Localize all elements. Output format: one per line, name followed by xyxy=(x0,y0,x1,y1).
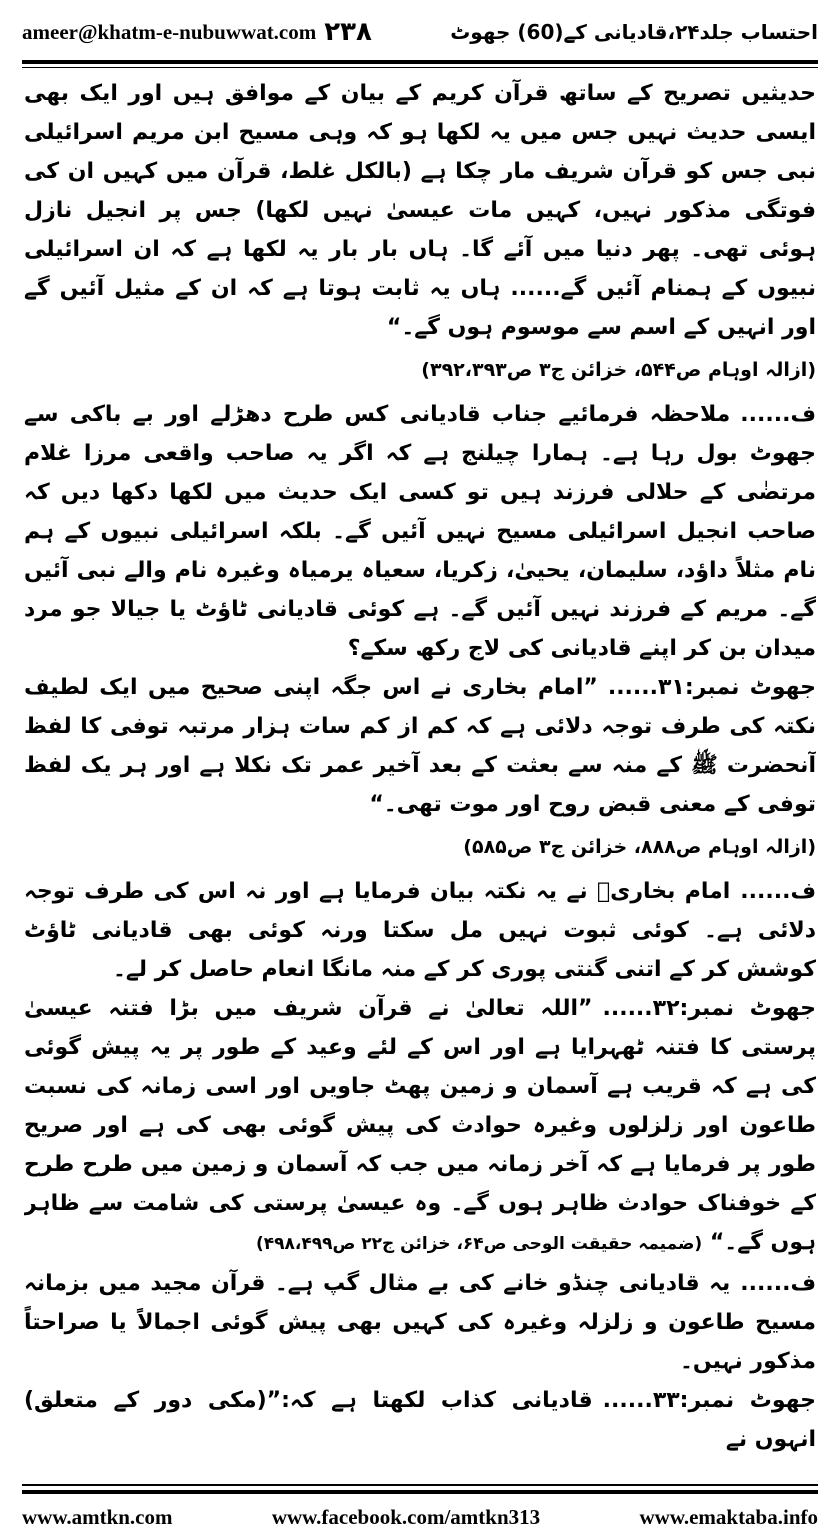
commentary-text: یہ قادیانی چنڈو خانے کی بے مثال گپ ہے۔ قرآن مجید میں بزمانہ مسیح طاعون و زلزلہ وغیرہ کی کہیں بھی پیش گوئی اجمالاً یا صراحتاً مذکور نہیں۔ xyxy=(24,1271,816,1374)
footer-link-emaktaba[interactable]: www.emaktaba.info xyxy=(639,1504,818,1529)
paragraph-commentary-3 xyxy=(24,1264,816,1381)
body-text xyxy=(24,74,816,1469)
reference-3: (ضمیمہ حقیقت الوحی ص۶۴، خزائن ج۲۲ ص۴۹۸،۴۹۹) xyxy=(255,1234,703,1254)
header-email: ameer@khatm-e-nubuwwat.com xyxy=(22,19,317,44)
running-title: احتساب جلد۲۴،قادیانی کے(60) جھوٹ xyxy=(450,20,818,44)
commentary-label: ف...... xyxy=(740,879,816,904)
lie-number-label: جھوٹ نمبر:۳۲...... xyxy=(602,996,816,1021)
lie-quote-text: ”اللہ تعالیٰ نے قرآن شریف میں بڑا فتنہ عیسیٰ پرستی کا فتنہ ٹھہرایا ہے اور اس کے لئے وعید کے طور پر یہ پیش گوئی کی ہے کہ قریب ہے آسمان و زمین پھٹ جاویں اور اسی زمانہ کی نسبت طاعون اور زلزلوں وغیرہ حوادث کی پیش گوئی بھی کی ہے اور صریح طور پر فرمایا ہے کہ آخر زمانہ میں جب کہ آسمان و زمین میں طرح طرح کے خوفناک حوادث ظاہر ہوں گے۔ وہ عیسیٰ پرستی کی شامت سے ظاہر ہوں گے۔“ xyxy=(24,996,816,1255)
footer-link-facebook[interactable]: www.facebook.com/amtkn313 xyxy=(271,1504,541,1529)
lie-number-label: جھوٹ نمبر:۳۳...... xyxy=(602,1388,816,1413)
lie-number-label: جھوٹ نمبر:۳۱...... xyxy=(607,675,816,700)
lie-quote-text: ”امام بخاری نے اس جگہ اپنی صحیح میں ایک لطیف نکتہ کی طرف توجہ دلائی ہے کہ کم از کم سات ہزار مرتبہ توفی کا لفظ آنحضرت ﷺ کے منہ سے بعثت کے بعد آخیر عمر تک نکلا ہے اور ہر یک لفظ توفی کے معنی قبض روح اور موت تھی۔“ xyxy=(24,675,816,817)
header-rule-thin xyxy=(22,67,818,68)
paragraph-lie-33 xyxy=(24,1381,816,1459)
page-footer xyxy=(22,1500,818,1534)
page-header xyxy=(22,10,818,54)
commentary-label: ف...... xyxy=(740,402,816,427)
paragraph-lie-32 xyxy=(24,989,816,1264)
commentary-text: امام بخاریؒ نے یہ نکتہ بیان فرمایا ہے اور نہ اس کی طرف توجہ دلائی ہے۔ کوئی ثبوت نہیں مل سکتا ورنہ کوئی بھی قادیانی ٹاؤٹ کوشش کر کے اتنی گنتی پوری کر کے منہ مانگا انعام حاصل کر لے۔ xyxy=(24,879,816,982)
paragraph-commentary-1 xyxy=(24,395,816,668)
footer-rule xyxy=(22,1484,818,1486)
paragraph-lie-31 xyxy=(24,668,816,824)
reference-2: (ازالہ اوہام ص۸۸۸، خزائن ج۳ ص۵۸۵) xyxy=(463,836,816,858)
commentary-label: ف...... xyxy=(740,1271,816,1296)
page-number: ۲۳۸ xyxy=(324,17,372,47)
lie-quote-text: قادیانی کذاب لکھتا ہے کہ:”(مکی دور کے متعلق) انہوں نے xyxy=(24,1388,816,1452)
paragraph-quote-1: حدیثیں تصریح کے ساتھ قرآن کریم کے بیان کے موافق ہیں اور ایک بھی ایسی حدیث نہیں جس میں یہ لکھا ہو کہ وہی مسیح ابن مریم اسرائیلی نبی جس کو قرآن شریف مار چکا ہے (بالکل غلط، قرآن میں کہیں ان کی فوتگی مذکور نہیں، کہیں مات عیسیٰ نہیں لکھا) جس پر انجیل نازل ہوئی تھی۔ پھر دنیا میں آئے گا۔ ہاں بار بار یہ لکھا ہے کہ ان اسرائیلی نبیوں کے ہمنام آئیں گے...... ہاں یہ ثابت ہوتا ہے کہ ان کے مثیل آئیں گے اور انہیں کے اسم سے موسوم ہوں گے۔“ xyxy=(24,81,816,340)
commentary-text: ملاحظہ فرمائیے جناب قادیانی کس طرح دھڑلے اور بے باکی سے جھوٹ بول رہا ہے۔ ہمارا چیلنج ہے کہ اگر یہ صاحب واقعی مرزا غلام مرتضٰی کے حلالی فرزند ہیں تو کسی ایک حدیث میں لکھا دکھا دیں کہ صاحب انجیل اسرائیلی مسیح نہیں آئیں گے۔ بلکہ اسرائیلی نبیوں کے ہم نام مثلاً داؤد، سلیمان، یحییٰ، زکریا، سعیاہ یرمیاہ وغیرہ نام والے نبی آئیں گے۔ مریم کے فرزند نہیں آئیں گے۔ ہے کوئی قادیانی ٹاؤٹ یا جیالا جو مرد میدان بن کر اپنے قادیانی کی لاج رکھ سکے؟ xyxy=(24,402,816,661)
header-left xyxy=(22,17,372,47)
header-rule xyxy=(22,60,818,64)
reference-1: (ازالہ اوہام ص۵۴۴، خزائن ج۳ ص۳۹۲،۳۹۳) xyxy=(421,359,816,381)
paragraph-commentary-2 xyxy=(24,872,816,989)
footer-link-amtkn[interactable]: www.amtkn.com xyxy=(22,1504,173,1529)
footer-rule-thick xyxy=(22,1490,818,1494)
